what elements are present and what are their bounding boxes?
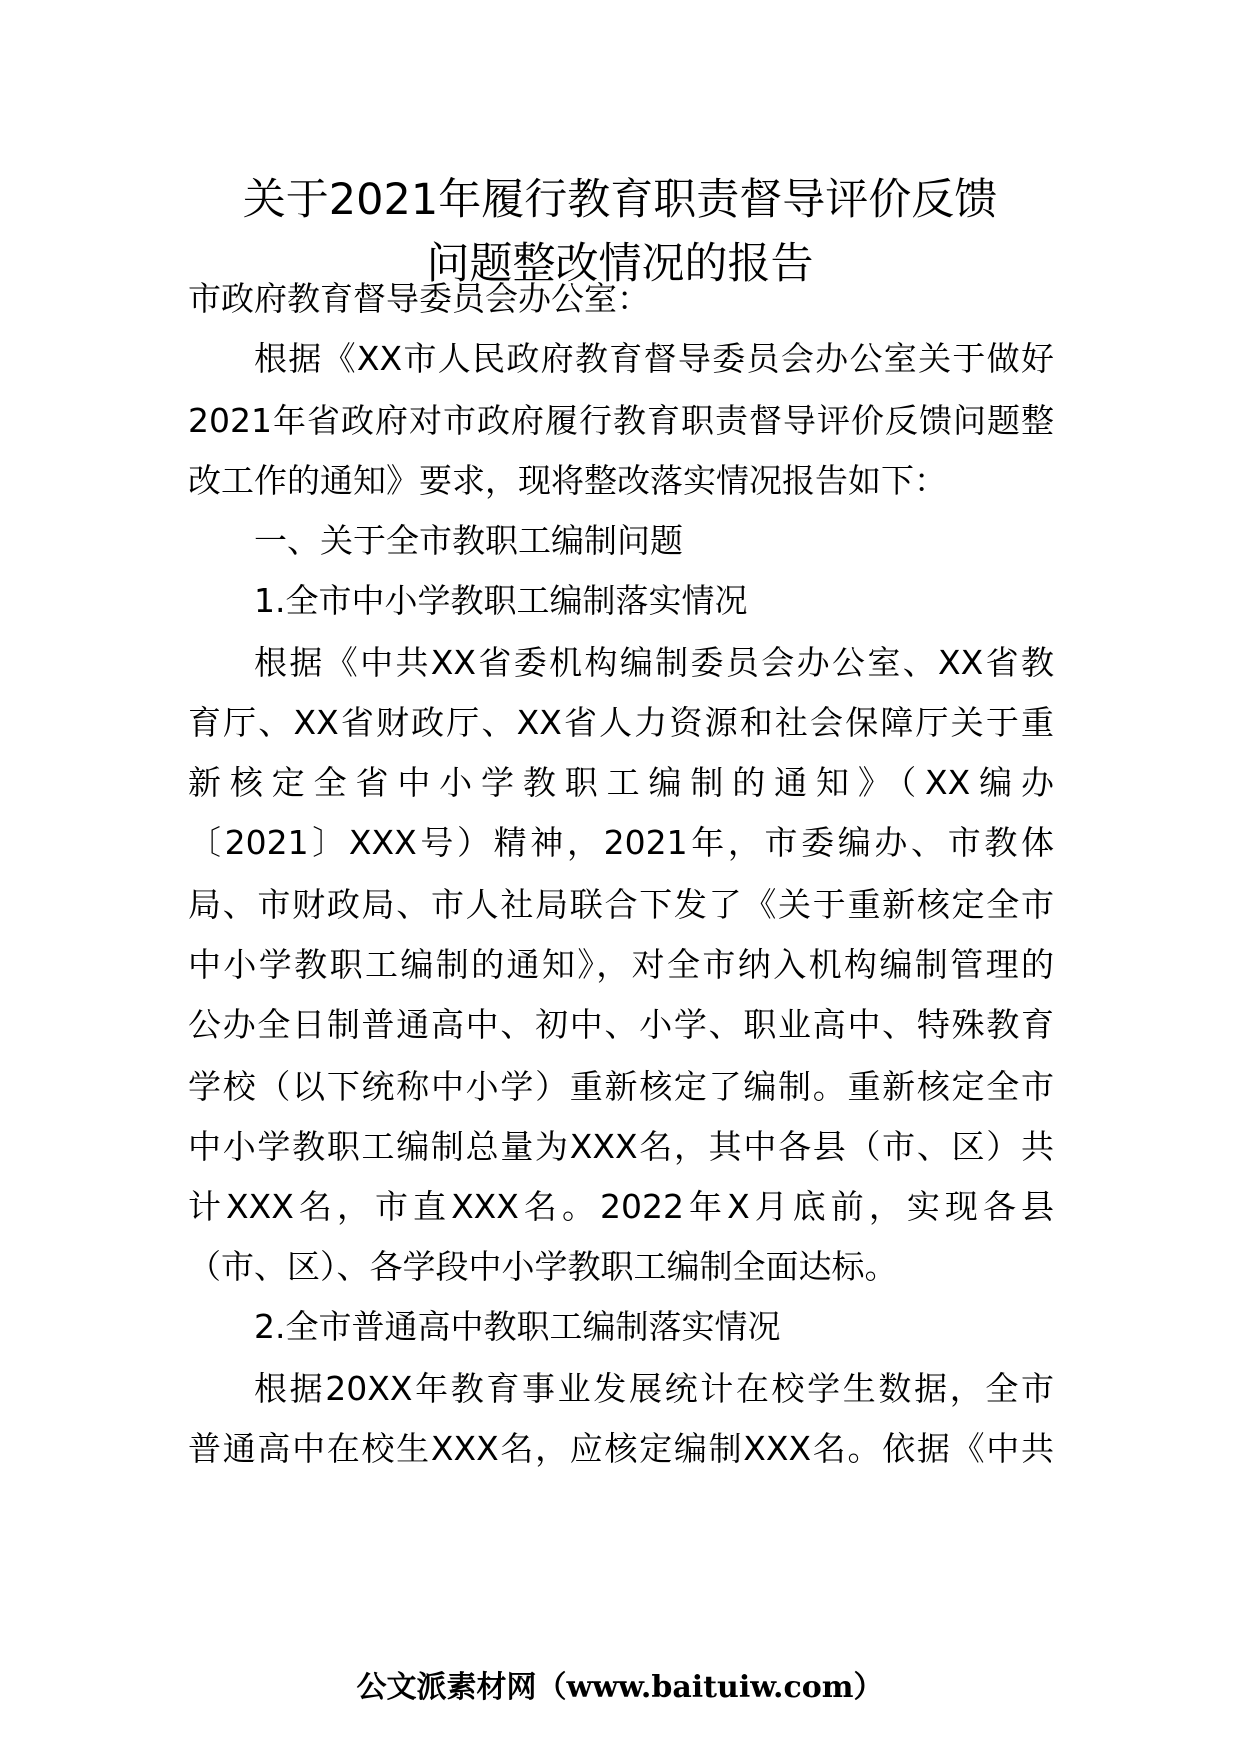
body-line: 2021年省政府对市政府履行教育职责督导评价反馈问题整 [188, 401, 1054, 440]
salutation: 市政府教育督导委员会办公室： [188, 279, 650, 318]
body-line: 根据《中共XX省委机构编制委员会办公室、XX省教 [254, 643, 1054, 682]
body-line: 中小学教职工编制总量为XXX名，其中各县（市、区）共 [188, 1127, 1054, 1166]
body-line: 普通高中在校生XXX名，应核定编制XXX名。依据《中共 [188, 1429, 1054, 1468]
body-line: 中小学教职工编制的通知》，对全市纳入机构编制管理的 [188, 945, 1054, 984]
footer-watermark-text: 公文派素材网（www.baituiw.com） [356, 1670, 884, 1705]
document-title-line-2: 问题整改情况的报告 [426, 239, 814, 289]
body-line: 根据《XX市人民政府教育督导委员会办公室关于做好 [254, 339, 1054, 378]
subsection-heading-1: 1.全市中小学教职工编制落实情况 [254, 581, 748, 620]
subsection-heading-2: 2.全市普通高中教职工编制落实情况 [254, 1307, 781, 1346]
body-line: 改工作的通知》要求，现将整改落实情况报告如下： [188, 461, 947, 500]
body-line: 育厅、XX省财政厅、XX省人力资源和社会保障厅关于重 [188, 703, 1054, 742]
body-line: 〔2021〕XXX号）精神，2021年，市委编办、市教体 [188, 823, 1054, 862]
body-line: 学校（以下统称中小学）重新核定了编制。重新核定全市 [188, 1067, 1054, 1106]
body-line: 局、市财政局、市人社局联合下发了《关于重新核定全市 [188, 885, 1054, 924]
body-line: 公办全日制普通高中、初中、小学、职业高中、特殊教育 [188, 1005, 1054, 1044]
document-title-line-1: 关于2021年履行教育职责督导评价反馈 [242, 175, 998, 225]
body-line: 计XXX名，市直XXX名。2022年X月底前，实现各县 [188, 1187, 1054, 1226]
body-line: 根据20XX年教育事业发展统计在校学生数据，全市 [254, 1369, 1054, 1408]
body-line: （市、区）、各学段中小学教职工编制全面达标。 [188, 1247, 898, 1286]
section-heading-1: 一、关于全市教职工编制问题 [254, 521, 683, 560]
body-line: 新核定全省中小学教职工编制的通知》（XX编办 [188, 763, 1054, 802]
